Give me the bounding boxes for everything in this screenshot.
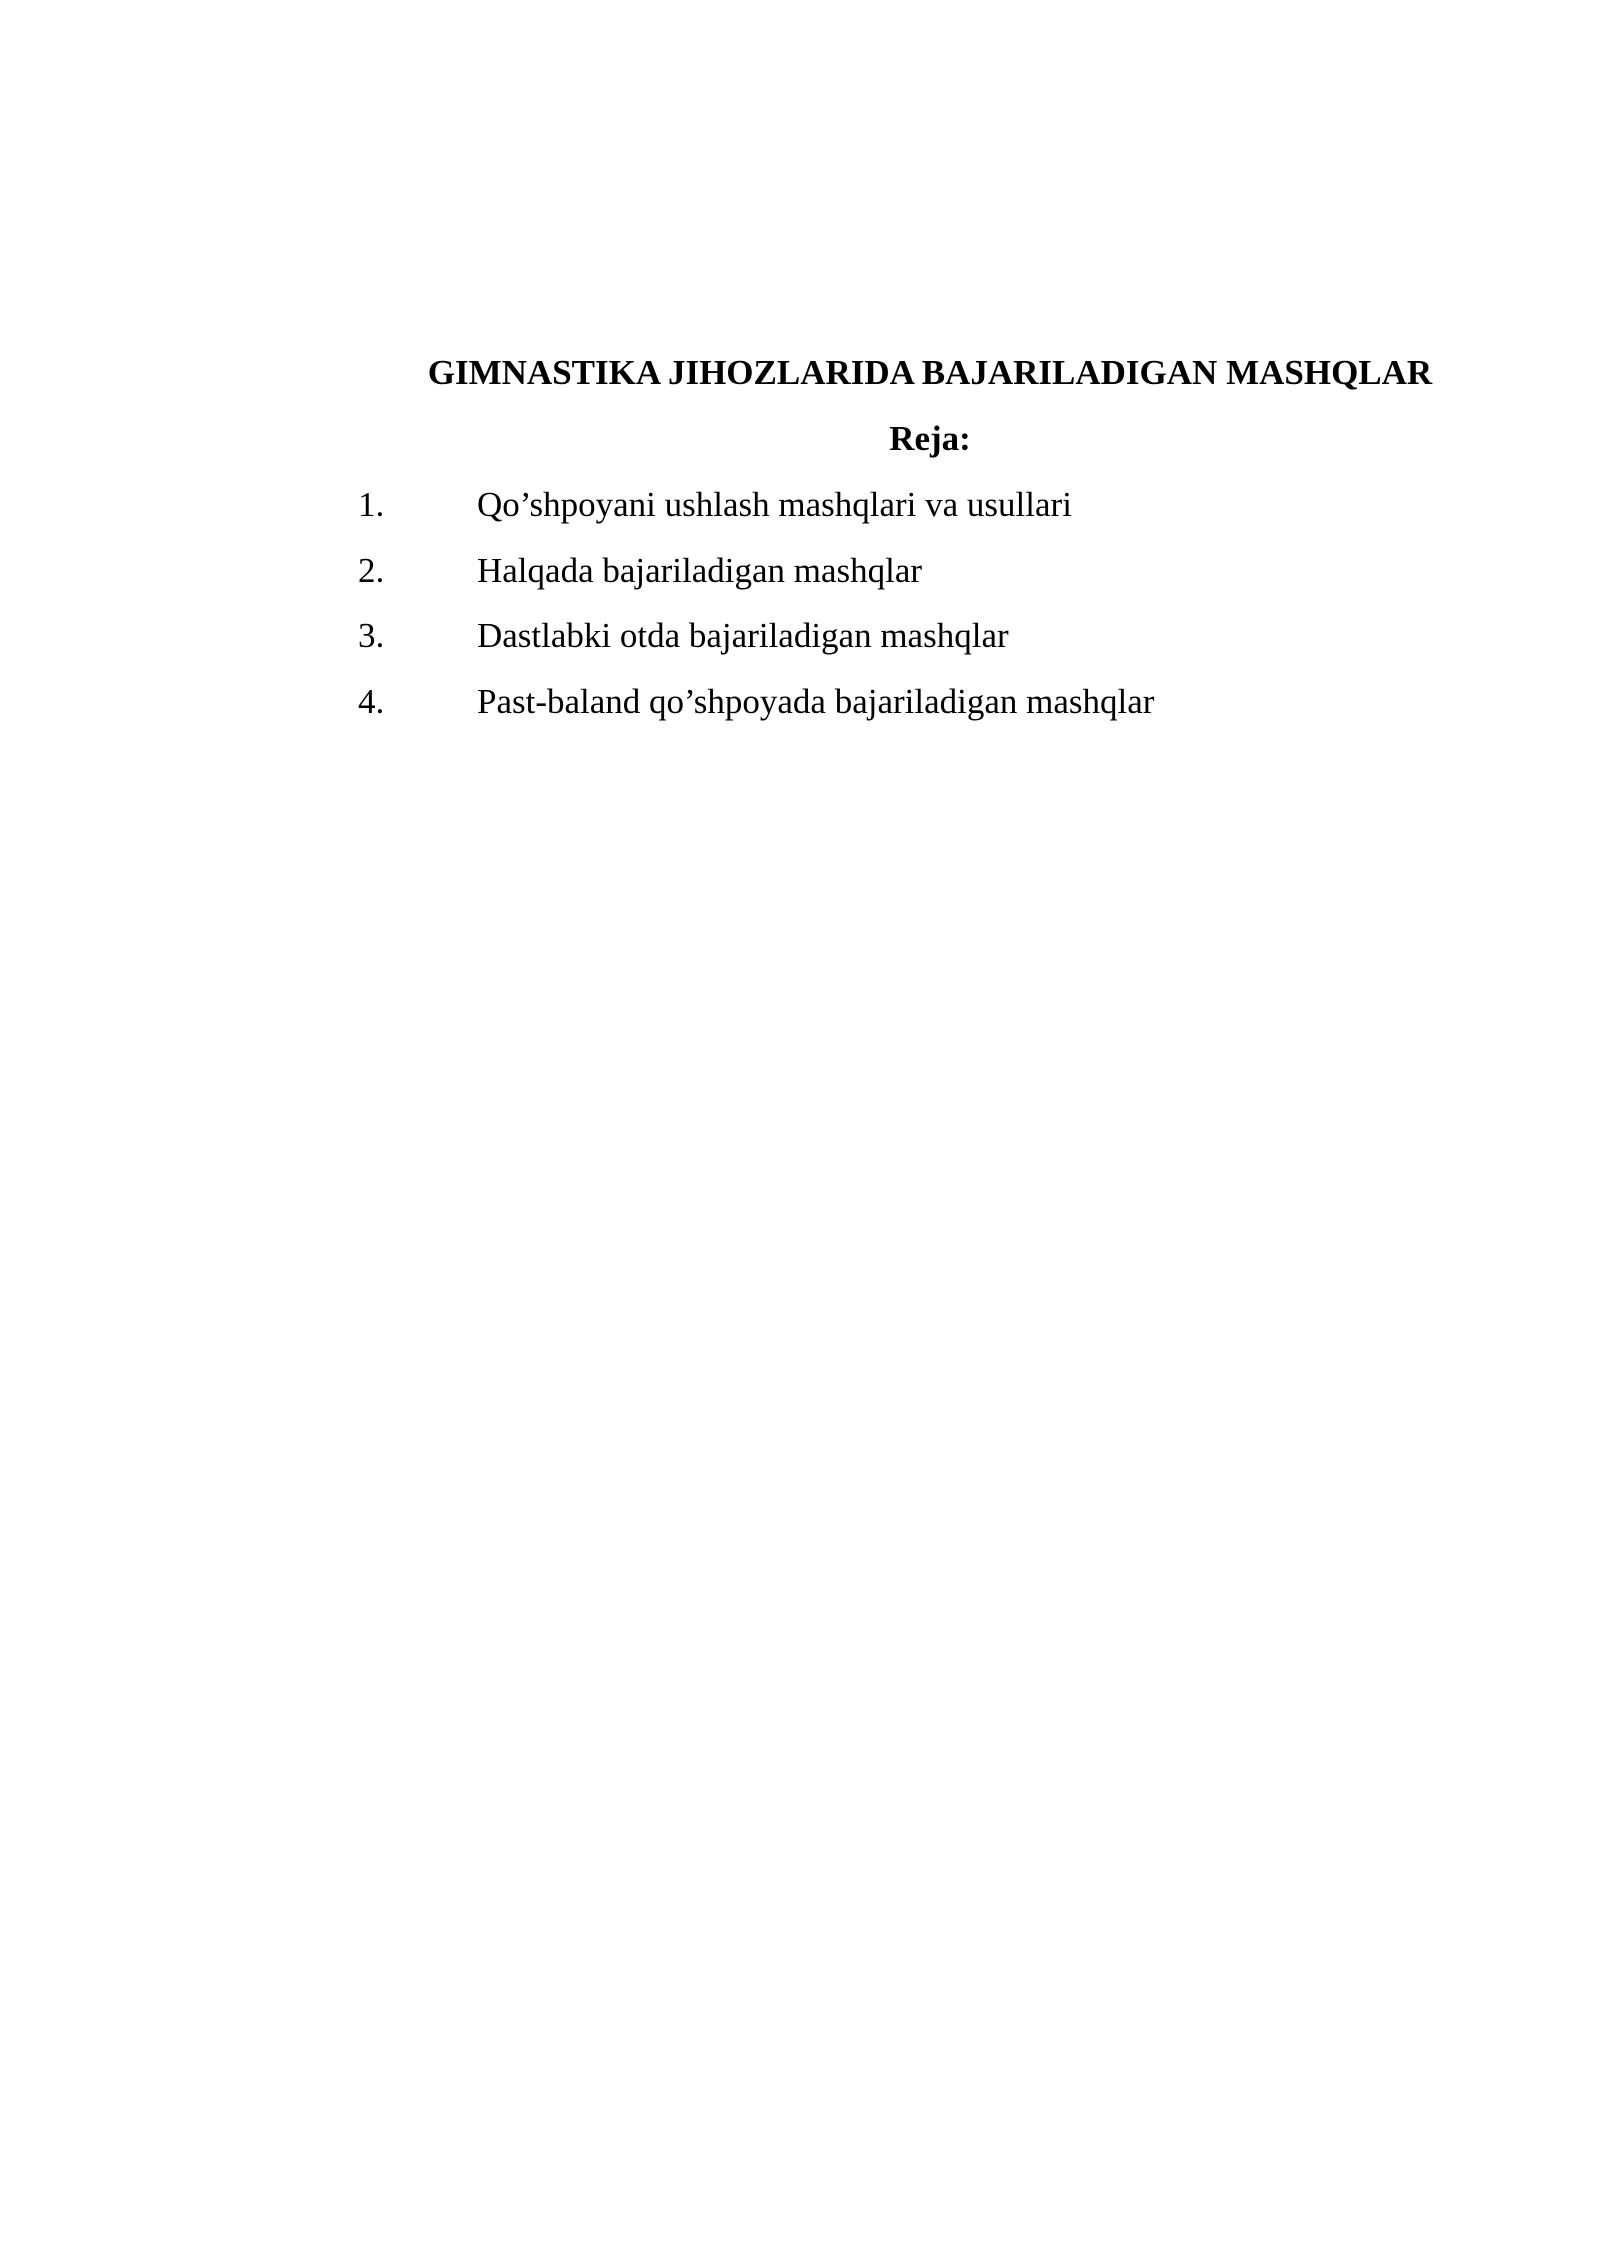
plan-item-text: Past-baland qo’shpoyada bajariladigan mashqlar — [477, 681, 1155, 721]
plan-item-text: Qo’shpoyani ushlash mashqlari va usullari — [477, 485, 1072, 524]
plan-item-number: 1. — [358, 485, 385, 524]
plan-item-number: 4. — [358, 681, 385, 721]
plan-item-number: 3. — [358, 616, 385, 655]
document-title: GIMNASTIKA JIHOZLARIDA BAJARILADIGAN MASHQLAR — [427, 353, 1433, 392]
plan-item-text: Halqada bajariladigan mashqlar — [477, 550, 923, 590]
plan-item-number: 2. — [358, 550, 385, 590]
plan-item-text: Dastlabki otda bajariladigan mashqlar — [477, 616, 1009, 655]
plan-heading: Reja: — [889, 419, 971, 458]
